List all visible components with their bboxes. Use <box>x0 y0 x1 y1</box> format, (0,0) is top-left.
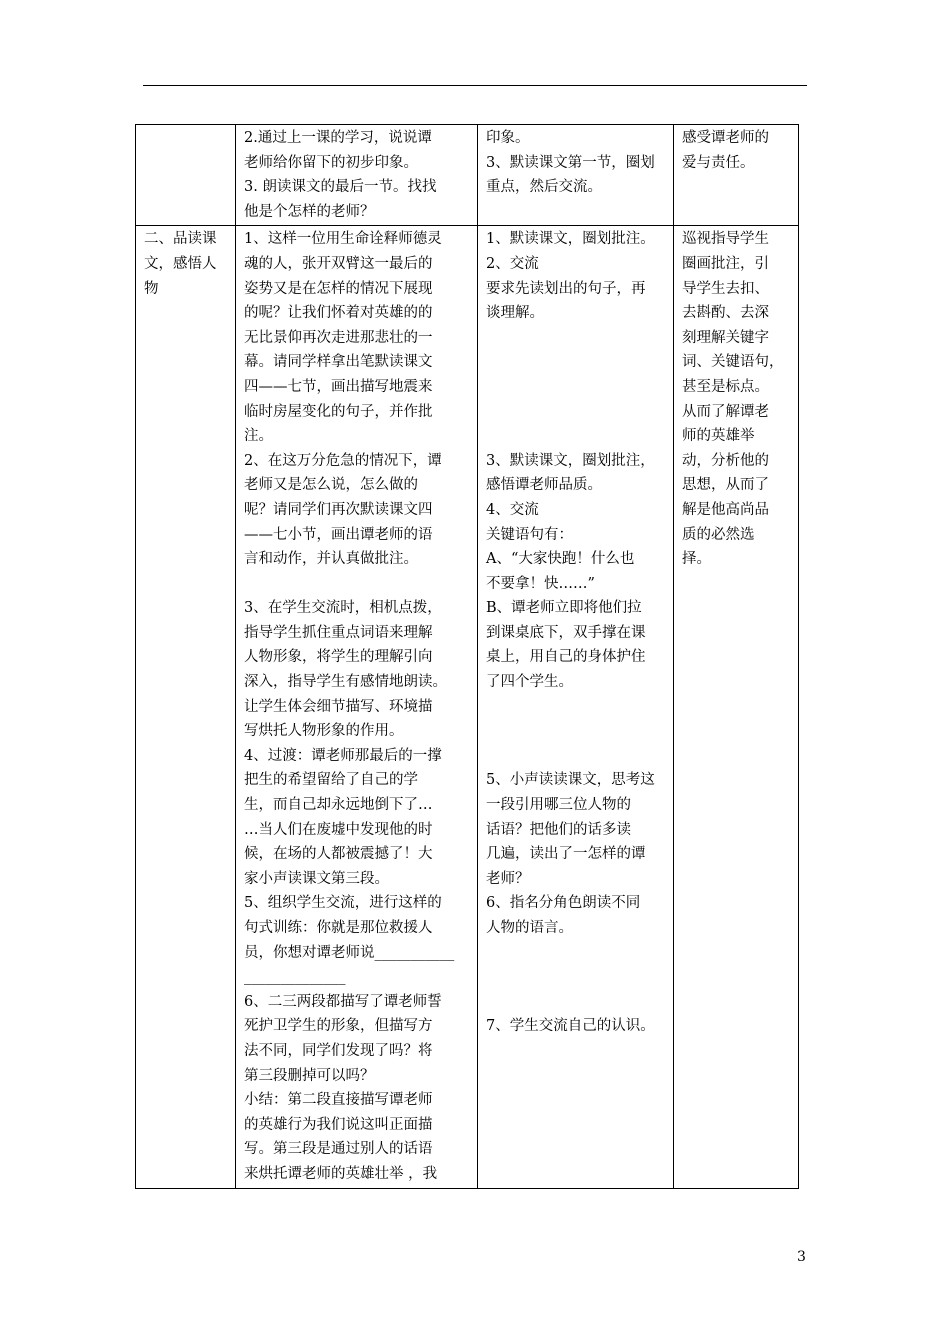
lesson-plan-table <box>135 124 799 1189</box>
text-line: 家小声读课文第三段。 <box>244 870 389 887</box>
text-line: 6、二三两段都描写了谭老师誓 <box>244 993 442 1010</box>
text-line: 人物的语言。 <box>486 920 573 936</box>
text-line: 2.通过上一课的学习，说说谭 <box>244 130 432 146</box>
text-line: 4、交流 <box>486 501 539 518</box>
text-line: 1、默读课文，圈划批注。 <box>486 231 655 248</box>
text-line: 重点，然后交流。 <box>486 179 602 196</box>
text-line: 法不同，同学们发现了吗？将 <box>244 1042 433 1059</box>
text-line: 一段引用哪三位人物的 <box>486 797 631 814</box>
text-line: 2、交流 <box>486 255 539 272</box>
text-line: 老师给你留下的初步印象。 <box>244 154 418 171</box>
text-line: 四——七节，画出描写地震来 <box>244 378 433 395</box>
text-line: 质的必然选 <box>682 526 755 543</box>
stage-cell <box>136 226 236 1188</box>
text-line: 感悟谭老师品质。 <box>486 477 602 494</box>
table-row <box>136 125 799 226</box>
blank-line <box>486 941 669 966</box>
student-activity-cell <box>478 226 674 1188</box>
blank-line <box>244 572 473 597</box>
text-line: B、谭老师立即将他们拉 <box>486 600 642 617</box>
text-line: 1、这样一位用生命诠释师德灵 <box>244 231 442 248</box>
text-line: 甚至是标点。 <box>682 378 769 395</box>
text-line: 谈理解。 <box>486 305 544 322</box>
teacher-activity-cell <box>236 226 478 1188</box>
text-line: 让学生体会细节描写、环境描 <box>244 698 433 715</box>
text-line: 6、指名分角色朗读不同 <box>486 895 641 912</box>
text-line: 印象。 <box>486 130 530 146</box>
text-line: 来烘托谭老师的英雄壮举 ，我 <box>244 1165 438 1182</box>
text-line: 呢？请同学们再次默读课文四 <box>244 501 433 518</box>
text-line: 圈画批注，引 <box>682 255 769 272</box>
text-line: 员，你想对谭老师说___________ <box>244 944 455 961</box>
text-line: 4、过渡：谭老师那最后的一撑 <box>244 747 442 764</box>
text-line: 生，而自己却永远地倒下了… <box>244 797 433 814</box>
text-line: 师的英雄举 <box>682 428 755 445</box>
text-line: 词、关键语句， <box>682 354 784 371</box>
student-activity-cell <box>478 125 674 226</box>
text-line: ——七小节，画出谭老师的语 <box>244 526 433 543</box>
text-line: 句式训练：你就是那位救援人 <box>244 920 433 936</box>
text-line: 到课桌底下，双手撑在课 <box>486 624 646 641</box>
design-intent-cell <box>674 125 799 226</box>
text-line: 临时房屋变化的句子，并作批 <box>244 403 433 420</box>
header-rule <box>143 85 807 86</box>
blank-line <box>486 744 669 769</box>
text-line: 指导学生抓住重点词语来理解 <box>244 624 433 641</box>
text-line: 写烘托人物形象的作用。 <box>244 723 404 740</box>
text-line: 了四个学生。 <box>486 674 573 691</box>
text-line: 死护卫学生的形象，但描写方 <box>244 1018 433 1035</box>
text-line: 刻理解关键字 <box>682 329 769 346</box>
text-line: …当人们在废墟中发现他的时 <box>244 821 433 838</box>
text-line: 无比景仰再次走进那悲壮的一 <box>244 329 433 346</box>
text-line: 第三段删掉可以吗？ <box>244 1067 375 1084</box>
text-line: 动，分析他的 <box>682 452 769 469</box>
text-line: 3、默读课文第一节，圈划 <box>486 154 655 171</box>
text-line: 5、组织学生交流，进行这样的 <box>244 895 442 912</box>
text-line: 老师又是怎么说，怎么做的 <box>244 477 418 494</box>
text-line: A、“大家快跑！什么也 <box>486 551 635 568</box>
text-line: 择。 <box>682 551 711 568</box>
text-line: 深入，指导学生有感情地朗读。 <box>244 674 447 691</box>
text-line: 从而了解谭老 <box>682 403 769 420</box>
blank-line <box>486 424 669 449</box>
text-line: 要求先读划出的句子，再 <box>486 280 646 297</box>
blank-line <box>486 990 669 1015</box>
text-line: 他是个怎样的老师？ <box>244 203 375 220</box>
text-line: 几遍，读出了一怎样的谭 <box>486 846 646 863</box>
stage-cell <box>136 125 236 226</box>
design-intent-cell <box>674 226 799 1188</box>
page-number: 3 <box>797 1249 806 1265</box>
text-line: 巡视指导学生 <box>682 231 769 248</box>
blank-line <box>486 350 669 375</box>
text-line: 话语？把他们的话多读 <box>486 821 631 838</box>
teacher-activity-cell <box>236 125 478 226</box>
text-line: 的英雄行为我们说这叫正面描 <box>244 1116 433 1133</box>
text-line: 思想，从而了 <box>682 477 769 494</box>
text-line: 解是他高尚品 <box>682 501 769 518</box>
text-line: 把生的希望留给了自己的学 <box>244 772 418 789</box>
text-line: 3、默读课文，圈划批注， <box>486 452 655 469</box>
table-body <box>136 125 799 1189</box>
blank-line <box>486 719 669 744</box>
blank-line <box>486 400 669 425</box>
text-line: 文，感悟人 <box>144 255 217 272</box>
text-line: 二、品读课 <box>144 231 217 248</box>
blank-line <box>486 965 669 990</box>
text-line: 人物形象，将学生的理解引向 <box>244 649 433 666</box>
text-line: 姿势又是在怎样的情况下展现 <box>244 280 433 297</box>
text-line: 小结：第二段直接描写谭老师 <box>244 1092 433 1109</box>
text-line: 关键语句有： <box>486 526 573 543</box>
text-line: 物 <box>144 280 159 297</box>
text-line: 候，在场的人都被震撼了！大 <box>244 846 433 863</box>
text-line: 感受谭老师的 <box>682 130 769 146</box>
text-line: 5、小声读读课文，思考这 <box>486 772 655 789</box>
text-line: 2、在这万分危急的情况下，谭 <box>244 452 442 469</box>
text-line: 言和动作，并认真做批注。 <box>244 551 418 568</box>
text-line: 3、在学生交流时，相机点拨， <box>244 600 442 617</box>
text-line: 魂的人，张开双臂这一最后的 <box>244 255 433 272</box>
table-row <box>136 226 799 1188</box>
blank-line <box>486 695 669 720</box>
text-line: 桌上，用自己的身体护住 <box>486 649 646 666</box>
text-line: 导学生去扣、 <box>682 280 769 297</box>
blank-line <box>486 375 669 400</box>
text-line: 的呢？让我们怀着对英雄的的 <box>244 305 433 322</box>
text-line: 去斟酌、去深 <box>682 305 769 322</box>
text-line: 不要拿！快……” <box>486 575 595 592</box>
text-line: 7、学生交流自己的认识。 <box>486 1018 655 1035</box>
blank-line <box>486 326 669 351</box>
text-line: 幕。请同学样拿出笔默读课文 <box>244 354 433 371</box>
text-line: ______________ <box>244 969 346 986</box>
text-line: 3. 朗读课文的最后一节。找找 <box>244 179 437 196</box>
text-line: 写。第三段是通过别人的话语 <box>244 1141 433 1158</box>
text-line: 爱与责任。 <box>682 154 755 171</box>
text-line: 注。 <box>244 428 273 445</box>
text-line: 老师？ <box>486 870 530 887</box>
